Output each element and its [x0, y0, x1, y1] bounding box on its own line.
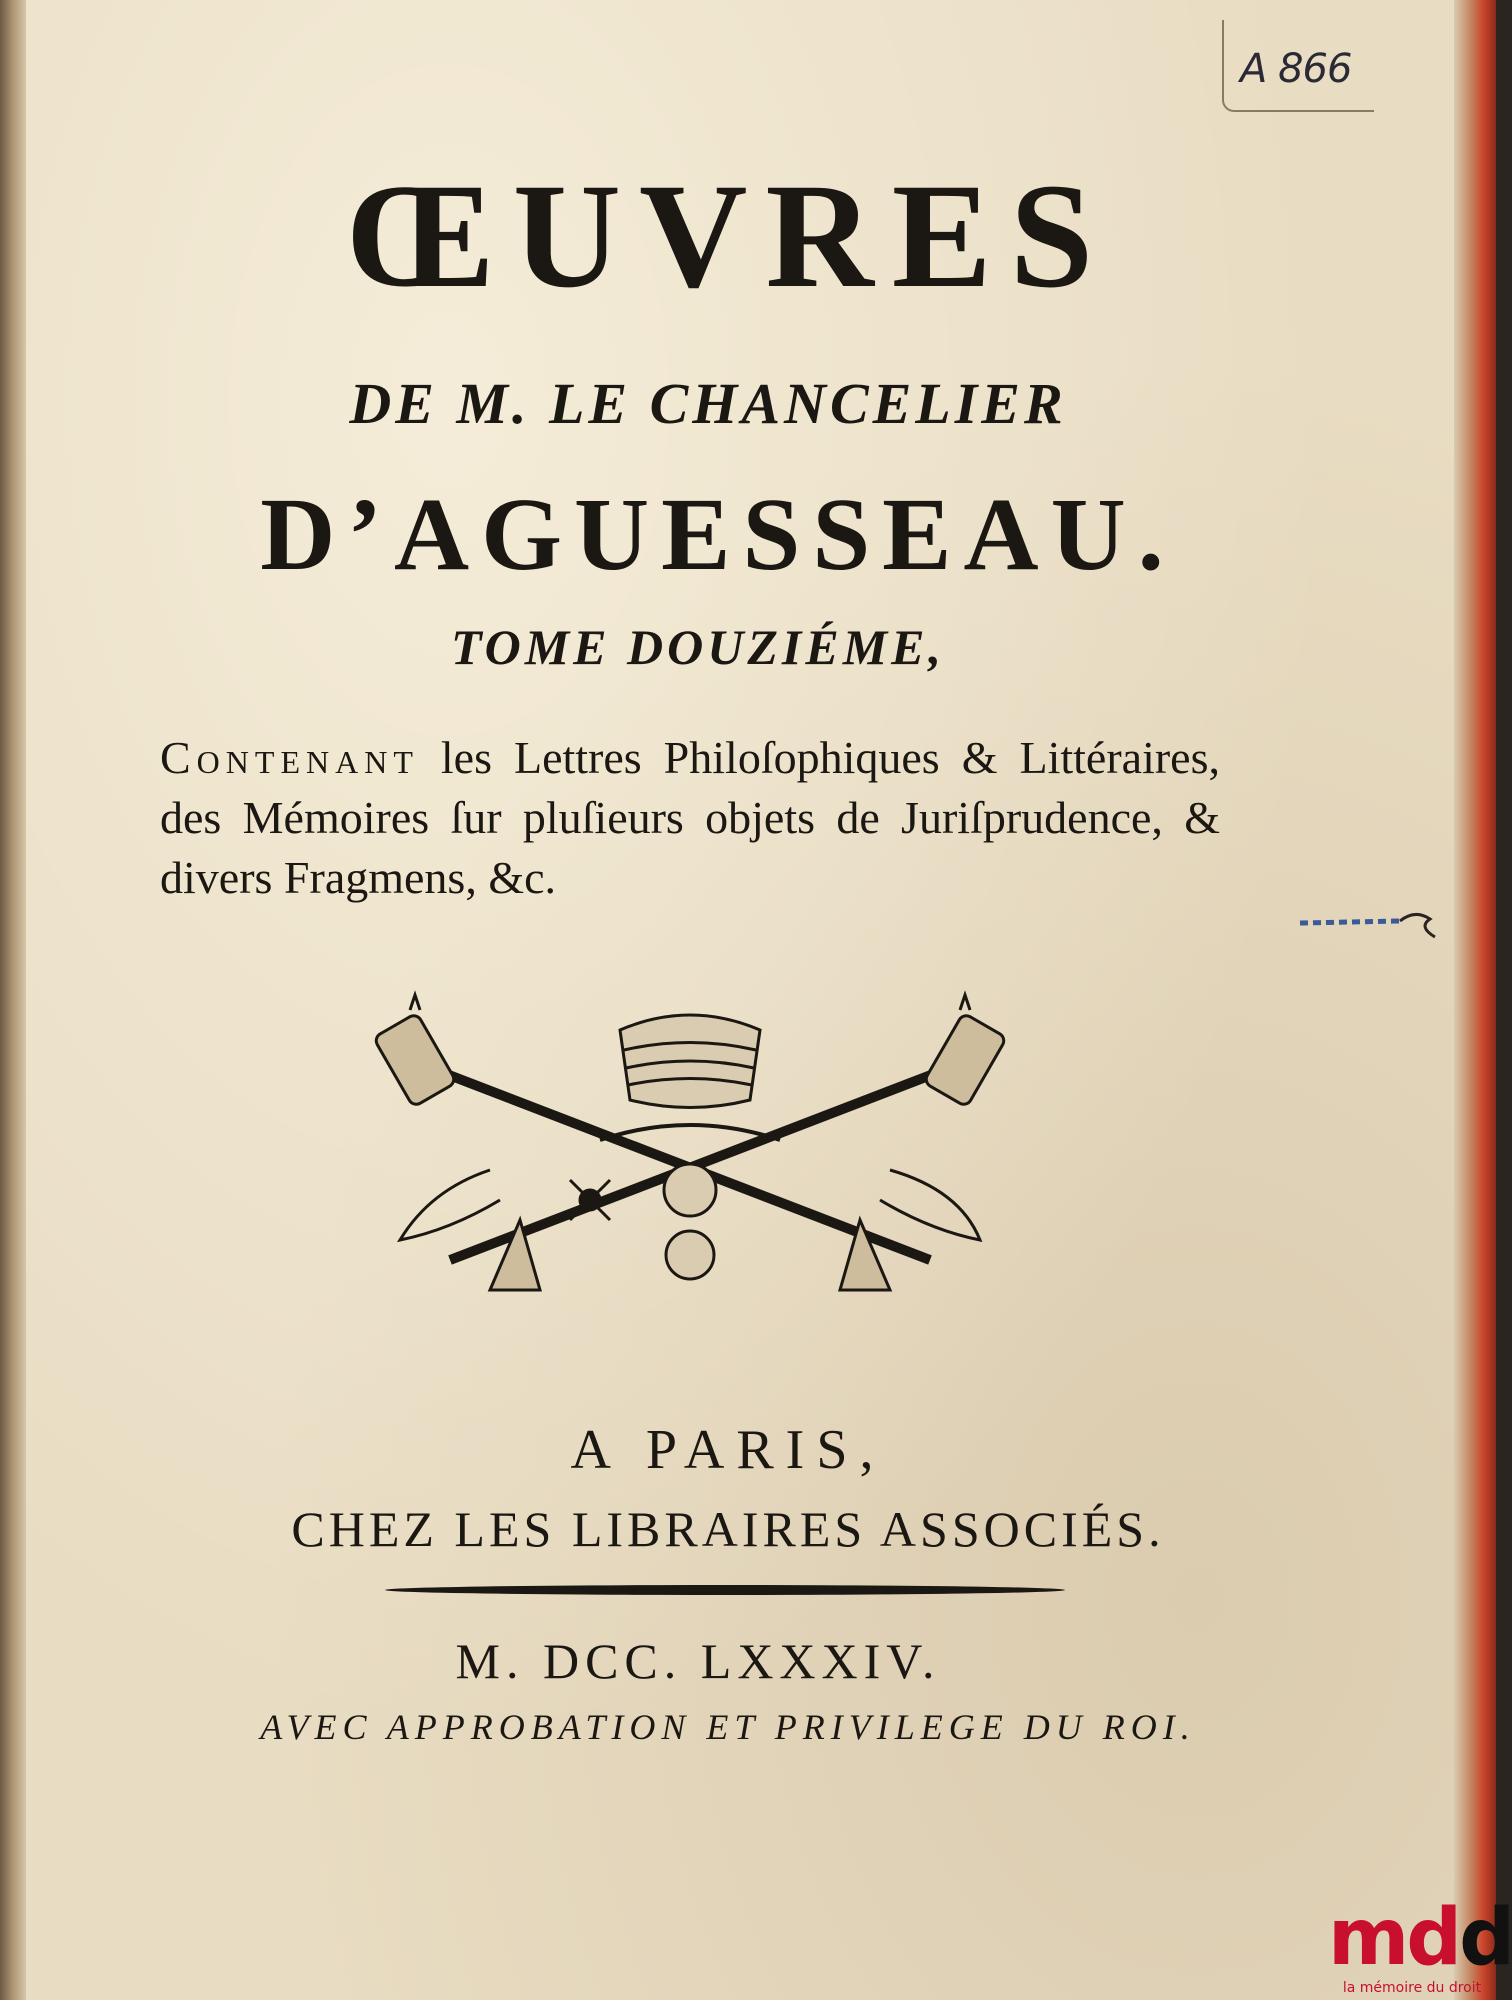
imprint-rule: [385, 1585, 1065, 1595]
imprint-publisher: CHEZ LES LIBRAIRES ASSOCIÉS.: [291, 1501, 1165, 1557]
volume-contents: [160, 728, 1220, 908]
book-author: D’AGUESSEAU.: [260, 477, 1176, 592]
imprint-year: M. DCC. LXXXIV.: [455, 1633, 941, 1689]
royal-privilege: AVEC APPROBATION ET PRIVILEGE DU ROI.: [260, 1707, 1196, 1747]
logo-caption: la mémoire du droit: [1342, 1980, 1482, 1996]
shelfmark: A 866: [1240, 46, 1352, 92]
volume-number: TOME DOUZIÉME,: [450, 619, 946, 675]
imprint-city: A PARIS,: [570, 1419, 886, 1481]
logo-mark: mdd: [1328, 1893, 1512, 1983]
book-title: ŒUVRES: [344, 153, 1112, 319]
bookmark-ribbon-icon: [1300, 905, 1440, 941]
book-subtitle: DE M. LE CHANCELIER: [349, 371, 1067, 436]
mdd-logo: [1328, 1893, 1512, 2000]
contents-text: les Lettres Philoſophiques & Littéraires, des Mémoires ſur pluſieurs objets de Juriſprudence, & divers Fragmens, &c.: [160, 732, 1220, 903]
chancellor-arms-vignette-icon: [370, 990, 1010, 1300]
contents-lead: Contenant: [160, 732, 419, 783]
